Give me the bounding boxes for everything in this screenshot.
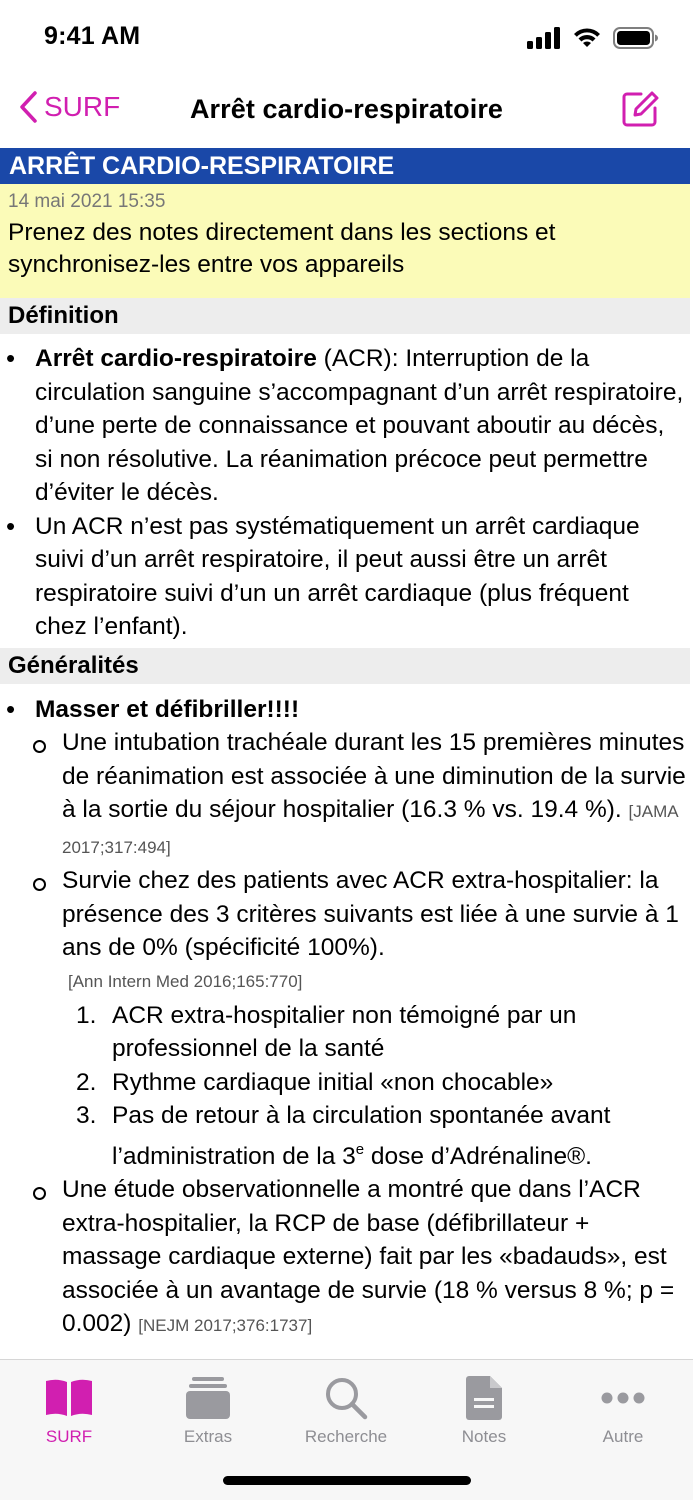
- numbered-item: [0, 1099, 693, 1173]
- wifi-icon: [572, 27, 602, 49]
- numbered-item: [0, 1066, 693, 1100]
- cellular-signal-icon: [527, 27, 561, 49]
- subitem-text: Survie chez des patients avec ACR extra-hospitalier: la présence des 3 critères suivants est liée à une survie à 1 ans de 0% (spécificité 100%).: [62, 867, 679, 961]
- reference-link[interactable]: [NEJM 2017;376:1737]: [138, 1316, 313, 1335]
- battery-icon: [613, 27, 659, 49]
- list-item: [0, 342, 693, 510]
- tab-label: Notes: [461, 1427, 507, 1446]
- subitem-text: Une étude observationnelle a montré que dans l’ACR extra-hospitalier, la RCP de base (défibrillateur + massage cardiaque externe) fait par les «badauds», est associée à un avantage de survie (18 % versus 8 %; p = 0.002): [62, 1176, 675, 1337]
- tab-notes[interactable]: [429, 1374, 539, 1447]
- tab-label: Recherche: [304, 1427, 388, 1446]
- superscript: e: [355, 1140, 365, 1158]
- section-heading-definition: Définition: [0, 298, 690, 334]
- item-text: dose d’Adrénaline®.: [364, 1142, 592, 1170]
- page-title: Arrêt cardio-respiratoire: [189, 94, 504, 124]
- headline-bold: Masser et défibriller!!!!: [35, 695, 300, 723]
- compose-button[interactable]: [621, 90, 659, 133]
- item-text: Rythme cardiaque initial «non chocable»: [112, 1068, 554, 1096]
- document-title: ARRÊT CARDIO-RESPIRATOIRE: [0, 148, 690, 184]
- section-heading-generalites: Généralités: [0, 648, 690, 684]
- item-number: 1.: [76, 1001, 97, 1029]
- numbered-item: [0, 999, 693, 1066]
- back-button-label: SURF: [44, 91, 121, 122]
- note-box[interactable]: [0, 184, 690, 298]
- book-icon: [44, 1378, 94, 1418]
- generalites-list: [0, 684, 693, 1343]
- definition-list: [0, 334, 693, 648]
- list-subitem: [0, 1173, 693, 1343]
- definition-text: Un ACR n’est pas systématiquement un arrêt cardiaque suivi d’un arrêt respiratoire, il peut aussi être un arrêt respiratoire suivi d’un un arrêt cardiaque (plus fréquent chez l’enfant).: [35, 512, 640, 640]
- item-text: Pas de retour à la circulation spontanée avant l’administration de la 3: [112, 1102, 611, 1170]
- tab-surf[interactable]: [14, 1374, 124, 1447]
- reference-link[interactable]: [JAMA 2017;317:494]: [62, 802, 678, 857]
- list-item: [0, 510, 693, 644]
- tab-label: SURF: [45, 1427, 93, 1446]
- ellipsis-icon: [601, 1392, 645, 1404]
- compose-icon: [621, 90, 659, 128]
- item-text: ACR extra-hospitalier non témoigné par un professionnel de la santé: [112, 1001, 577, 1062]
- status-icons: [527, 27, 659, 49]
- home-indicator[interactable]: [223, 1476, 471, 1485]
- list-subitem: [0, 726, 693, 864]
- note-icon: [466, 1376, 502, 1420]
- status-time: 9:41 AM: [44, 22, 141, 50]
- status-bar: [0, 0, 693, 78]
- tab-label: Autre: [602, 1427, 644, 1446]
- list-subitem: [0, 864, 693, 965]
- note-text: Prenez des notes directement dans les sections et synchronisez-les entre vos appareils: [8, 219, 556, 278]
- subitem-text: Une intubation trachéale durant les 15 premières minutes de réanimation est associée à une diminution de la survie à la sortie du séjour hospitalier (16.3 % vs. 19.4 %).: [62, 729, 686, 823]
- term-bold: Arrêt cardio-respiratoire: [35, 345, 317, 372]
- item-number: 2.: [76, 1068, 97, 1096]
- list-item: [0, 693, 693, 727]
- search-icon: [324, 1376, 368, 1420]
- document-content[interactable]: [0, 148, 693, 1358]
- tab-label: Extras: [183, 1427, 233, 1446]
- tab-extras[interactable]: [153, 1374, 263, 1447]
- tab-autre[interactable]: [568, 1374, 678, 1447]
- note-date: 14 mai 2021 15:35: [8, 191, 166, 212]
- item-number: 3.: [76, 1102, 97, 1129]
- reference-link[interactable]: [Ann Intern Med 2016;165:770]: [68, 971, 303, 991]
- definition-text: (ACR): Interruption de la circulation sanguine s’accompagnant d’un arrêt respiratoire, d’une perte de connaissance et pouvant aboutir au décès, si non résolutive. La réanimation précoce peut permettre d’éviter le décès.: [35, 345, 684, 506]
- tab-recherche[interactable]: [291, 1374, 401, 1447]
- navigation-bar: [0, 78, 693, 144]
- stack-icon: [186, 1377, 230, 1419]
